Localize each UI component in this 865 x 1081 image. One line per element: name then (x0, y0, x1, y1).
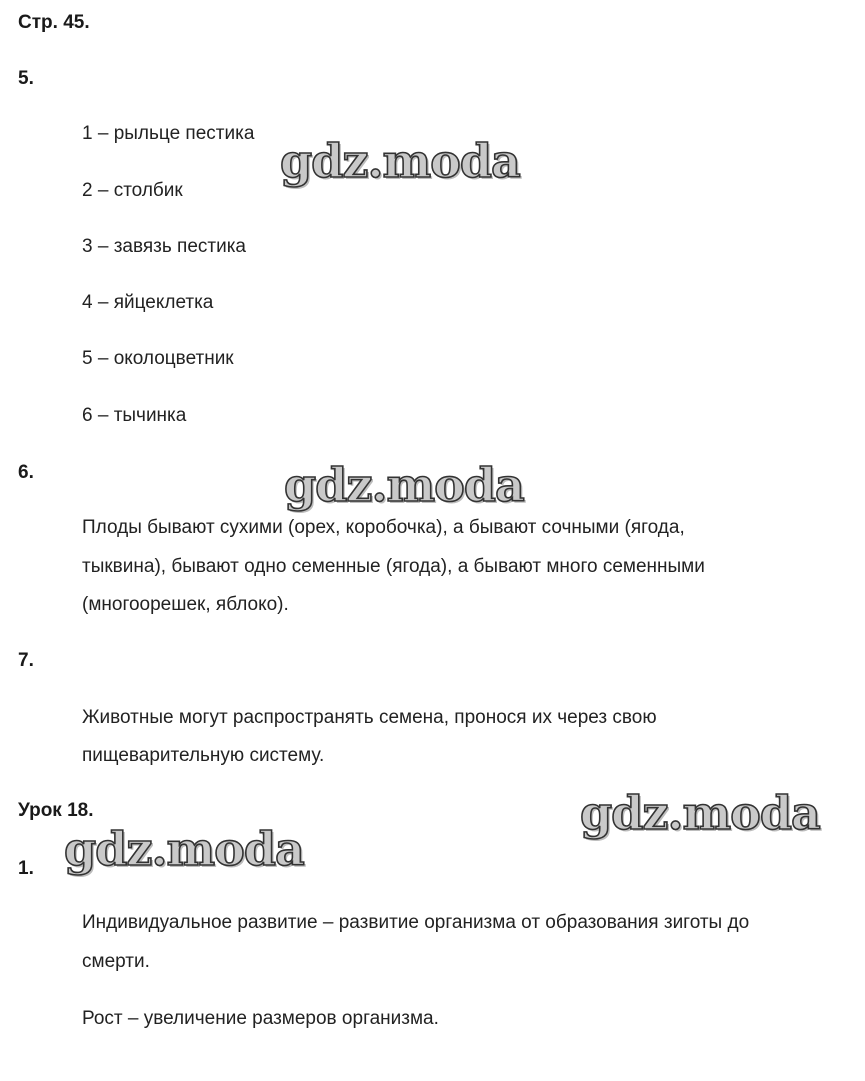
watermark-logo: gdz.moda (580, 786, 820, 840)
watermark-logo: gdz.moda (64, 822, 304, 876)
list-item: 3 – завязь пестика (82, 236, 246, 257)
paragraph-line: Индивидуальное развитие – развитие организма от образования зиготы до (82, 912, 750, 933)
paragraph-line: пищеварительную систему. (82, 745, 325, 766)
paragraph-line: Рост – увеличение размеров организма. (82, 1008, 439, 1029)
list-item: 6 – тычинка (82, 405, 187, 426)
paragraph-line: тыквина), бывают одно семенные (ягода), а бывают много семенными (82, 556, 705, 577)
paragraph-line: (многоорешек, яблоко). (82, 594, 289, 615)
section-5-number: 5. (18, 68, 34, 89)
list-item: 5 – околоцветник (82, 348, 234, 369)
list-item: 4 – яйцеклетка (82, 292, 214, 313)
paragraph-line: Животные могут распространять семена, пронося их через свою (82, 707, 657, 728)
page-header: Стр. 45. (18, 12, 90, 33)
watermark-logo: gdz.moda (280, 134, 520, 188)
list-item: 2 – столбик (82, 180, 183, 201)
list-item: 1 – рыльце пестика (82, 123, 255, 144)
lesson-18-header: Урок 18. (18, 800, 94, 821)
paragraph-line: смерти. (82, 951, 150, 972)
lesson-18-number: 1. (18, 858, 34, 879)
watermark-logo: gdz.moda (284, 458, 524, 512)
section-7-number: 7. (18, 650, 34, 671)
section-6-number: 6. (18, 462, 34, 483)
paragraph-line: Плоды бывают сухими (орех, коробочка), а бывают сочными (ягода, (82, 517, 685, 538)
